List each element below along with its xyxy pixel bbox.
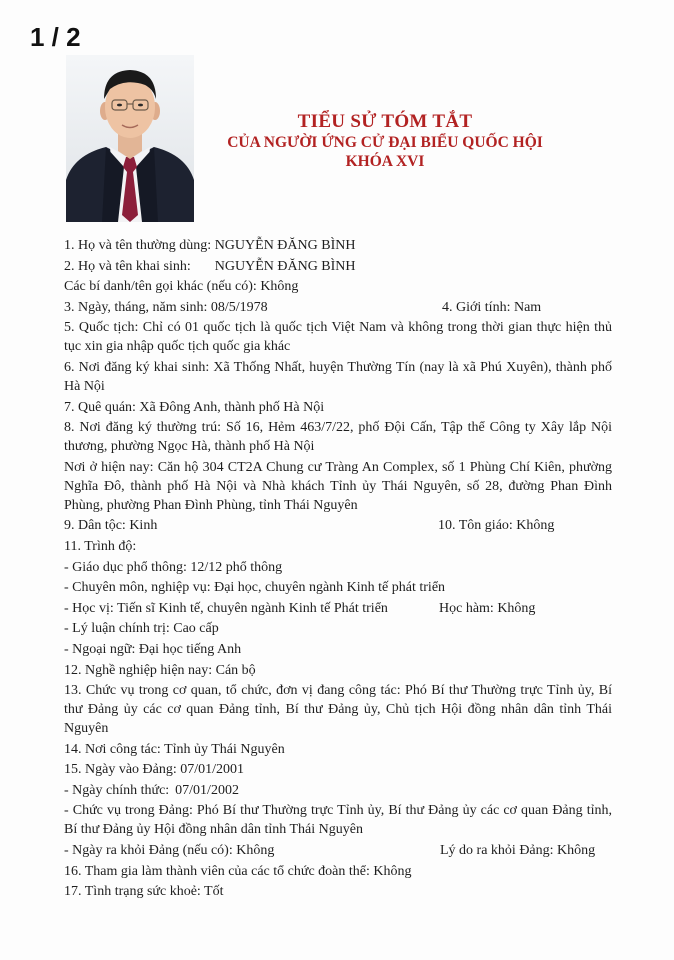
birth-name-value: NGUYỄN ĐĂNG BÌNH [214,258,356,274]
official-membership-value: 07/01/2002 [175,782,239,798]
professional-expertise: - Chuyên môn, nghiệp vụ: Đại học, chuyên ngành Kinh tế phát triển [64,580,446,596]
biography-content [64,236,612,903]
birth-name [64,257,612,276]
qualifications-heading: 11. Trình độ: [64,538,137,554]
foreign-language: - Ngoại ngữ: Đại học tiếng Anh [64,641,242,657]
degree: - Học vị: Tiến sĩ Kinh tế, chuyên ngành Kinh tế Phát triển [64,600,388,616]
portrait-illustration [66,55,194,222]
party-admission-date: 15. Ngày vào Đảng: 07/01/2001 [64,762,245,778]
nationality: 5. Quốc tịch: Chỉ có 01 quốc tịch là quốc tịch Việt Nam và không trong thời gian thực hiện thủ tục xin gia nhập quốc tịch quốc gia khác [64,320,612,355]
common-name: 1. Họ và tên thường dùng: NGUYỄN ĐĂNG BÌNH [64,238,356,253]
current-residence: Nơi ở hiện nay: Căn hộ 304 CT2A Chung cư Tràng An Complex, số 1 Phùng Chí Kiên, phường Nghĩa Đô, thành phố Hà Nội và Nhà khách Tỉnh ủy Thái Nguyên, số 28, đường Phan Đình Phùng, phường Phan Đình Phùng, tỉnh Thái Nguyên [64,459,612,513]
workplace: 14. Nơi công tác: Tỉnh ủy Thái Nguyên [64,741,285,757]
party-exit [64,841,612,860]
general-education: - Giáo dục phổ thông: 12/12 phổ thông [64,559,283,575]
aliases: Các bí danh/tên gọi khác (nếu có): Không [64,279,299,295]
health-status: 17. Tình trạng sức khoẻ: Tốt [64,884,224,900]
date-of-birth: 3. Ngày, tháng, năm sinh: 08/5/1978 [64,299,268,315]
document-title [215,111,555,171]
official-membership-label: - Ngày chính thức: [64,782,170,798]
ethnicity: 9. Dân tộc: Kinh [64,518,158,534]
current-occupation: 12. Nghề nghiệp hiện nay: Cán bộ [64,662,256,678]
page-counter: 1 / 2 [30,22,81,52]
mass-organizations: 16. Tham gia làm thành viên của các tổ chức đoàn thể: Không [64,863,412,879]
current-position: 13. Chức vụ trong cơ quan, tổ chức, đơn vị đang công tác: Phó Bí thư Thường trực Tỉnh ủy, Bí thư Đảng ủy các cơ quan Đảng tỉnh, Bí thư Đảng ủy, Chủ tịch Hội đồng nhân dân tỉnh Thái Nguyên [64,683,612,737]
ethnicity-religion [64,516,612,535]
portrait-photo [66,55,194,222]
political-theory: - Lý luận chính trị: Cao cấp [64,621,219,637]
party-exit-date: - Ngày ra khỏi Đảng (nếu có): Không [64,843,275,859]
gender: 4. Giới tính: Nam [442,299,542,315]
title-line-3: KHÓA XVI [345,153,425,170]
permanent-residence: 8. Nơi đăng ký thường trú: Số 16, Hẻm 463/7/22, phố Đội Cấn, Tập thể Công ty Xây lắp Nội thương, phường Ngọc Hà, thành phố Hà Nội [64,420,612,455]
birth-registration-place: 6. Nơi đăng ký khai sinh: Xã Thống Nhất, huyện Thường Tín (nay là xã Phú Xuyên), thành phố Hà Nội [64,359,612,394]
title-line-1: TIỂU SỬ TÓM TẮT [297,111,473,132]
hometown: 7. Quê quán: Xã Đông Anh, thành phố Hà Nội [64,399,325,415]
official-membership-date [64,781,612,800]
religion: 10. Tôn giáo: Không [438,518,555,534]
party-exit-reason: Lý do ra khỏi Đảng: Không [440,843,596,859]
title-line-2: CỦA NGƯỜI ỨNG CỬ ĐẠI BIỂU QUỐC HỘI [227,134,543,151]
academic-degree [64,599,612,618]
party-position: - Chức vụ trong Đảng: Phó Bí thư Thường trực Tỉnh ủy, Bí thư Đảng ủy các cơ quan Đảng tỉnh, Bí thư Đảng ủy Hội đồng nhân dân tỉnh Thái Nguyên [64,803,612,838]
birth-name-label: 2. Họ và tên khai sinh: [64,258,191,274]
academic-title: Học hàm: Không [439,600,536,616]
dob-gender [64,298,612,317]
